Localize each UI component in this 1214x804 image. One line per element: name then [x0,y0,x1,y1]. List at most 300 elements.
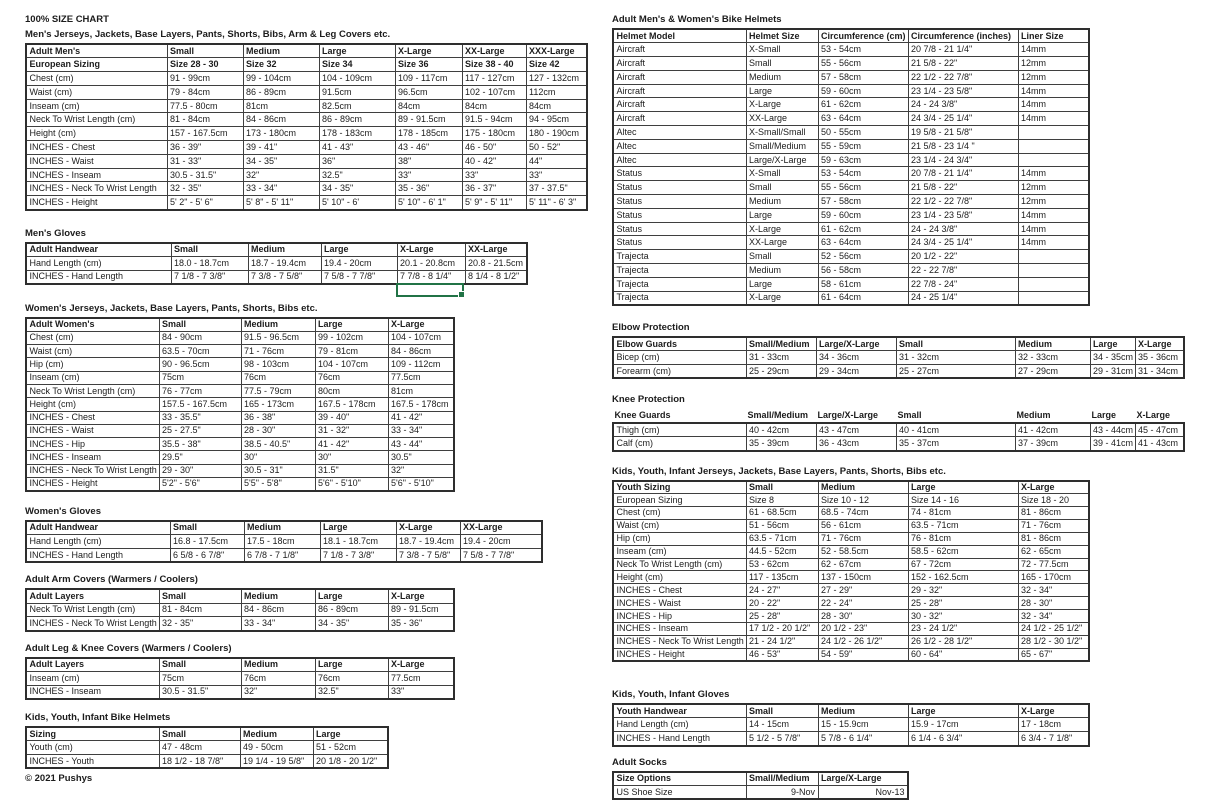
cell[interactable]: XXX-Large [526,44,587,58]
cell[interactable]: Large [746,84,818,98]
cell[interactable]: Large [908,481,1018,494]
row-label-cell[interactable]: Hand Length (cm) [26,535,170,549]
cell[interactable]: 17.5 - 18cm [244,535,320,549]
cell[interactable]: Small [746,704,818,718]
cell[interactable]: 47 - 48cm [159,741,240,755]
row-label-cell[interactable]: Adult Layers [26,589,159,603]
cell[interactable]: 76cm [241,371,315,384]
cell[interactable]: 71 - 76cm [818,532,908,545]
cell[interactable]: 5' 10" - 6' 1" [395,196,462,210]
cell[interactable]: 24 3/4 - 25 1/4" [908,112,1018,126]
cell[interactable]: 43 - 44cm [1090,423,1135,437]
cell[interactable]: 23 1/4 - 23 5/8" [908,208,1018,222]
row-label-cell[interactable]: Neck To Wrist Length (cm) [26,384,159,397]
cell[interactable]: 24 - 24 3/8" [908,98,1018,112]
row-label-cell[interactable]: Youth Sizing [613,481,746,494]
cell[interactable]: Medium [243,44,319,58]
cell[interactable]: 72 - 77.5cm [1018,558,1089,571]
cell[interactable]: 173 - 180cm [243,127,319,141]
cell[interactable]: 22 1/2 - 22 7/8" [908,195,1018,209]
row-label-cell[interactable]: INCHES - Height [26,196,167,210]
cell[interactable]: 21 5/8 - 23 1/4 " [908,139,1018,153]
cell[interactable]: Large [315,658,388,672]
cell[interactable]: 81 - 86cm [1018,532,1089,545]
cell[interactable]: Medium [241,658,315,672]
cell[interactable]: 79 - 84cm [167,85,243,99]
cell[interactable]: 84cm [395,99,462,113]
cell[interactable]: Small [746,57,818,71]
row-label-cell[interactable]: Status [613,222,746,236]
row-label-cell[interactable]: Aircraft [613,43,746,57]
cell[interactable]: 20 7/8 - 21 1/4" [908,43,1018,57]
cell[interactable]: 33" [388,685,454,699]
row-label-cell[interactable]: INCHES - Hip [613,610,746,623]
cell[interactable]: 79 - 81cm [315,345,388,358]
cell[interactable]: 23 1/4 - 23 5/8" [908,84,1018,98]
cell[interactable]: Large [746,277,818,291]
cell[interactable]: 62 - 65cm [1018,545,1089,558]
cell[interactable]: 41 - 42" [388,411,454,424]
cell[interactable]: Small [159,589,241,603]
cell[interactable]: 19.4 - 20cm [321,256,397,270]
cell[interactable]: 36" [319,154,395,168]
cell[interactable]: 17 - 18cm [1018,718,1089,732]
cell[interactable]: 63.5 - 71cm [908,519,1018,532]
cell[interactable]: 38" [395,154,462,168]
cell[interactable]: 84 - 86cm [243,113,319,127]
cell[interactable]: 5' 8" - 5' 11" [243,196,319,210]
cell[interactable]: 30.5 - 31" [241,464,315,477]
row-label-cell[interactable]: INCHES - Chest [26,411,159,424]
cell[interactable]: 20 1/8 - 20 1/2" [313,755,388,769]
cell[interactable]: Small/Medium [746,139,818,153]
cell[interactable]: Large [908,704,1018,718]
row-label-cell[interactable]: Altec [613,153,746,167]
cell[interactable]: 5' 2" - 5' 6" [167,196,243,210]
cell[interactable]: 28 - 30" [818,610,908,623]
cell[interactable]: 6 3/4 - 7 1/8" [1018,732,1089,746]
row-label-cell[interactable]: US Shoe Size [613,785,746,799]
row-label-cell[interactable]: European Sizing [613,494,746,507]
row-label-cell[interactable]: Adult Men's [26,44,167,58]
row-label-cell[interactable]: Altec [613,139,746,153]
cell[interactable]: 41 - 42cm [1015,423,1090,437]
cell[interactable]: Size 18 - 20 [1018,494,1089,507]
cell[interactable]: Small [746,481,818,494]
cell[interactable]: Large [315,318,388,331]
cell[interactable]: Medium [746,264,818,278]
cell[interactable]: Large [313,727,388,741]
cell[interactable]: 68.5 - 74cm [818,507,908,520]
cell[interactable]: 63 - 64cm [818,112,908,126]
cell[interactable]: 53 - 54cm [818,43,908,57]
cell[interactable]: Large [1090,337,1135,351]
cell[interactable]: 57 - 58cm [818,195,908,209]
row-label-cell[interactable]: Height (cm) [26,127,167,141]
cell[interactable]: Medium [240,727,313,741]
cell[interactable] [1018,126,1089,140]
cell[interactable]: 178 - 183cm [319,127,395,141]
cell[interactable]: 75cm [159,671,241,685]
row-label-cell[interactable]: Calf (cm) [613,437,746,451]
cell[interactable]: 24 - 27" [746,584,818,597]
cell[interactable]: 39 - 40" [315,411,388,424]
cell[interactable]: X-Large [746,222,818,236]
cell[interactable]: 8 1/4 - 8 1/2" [465,270,527,284]
cell[interactable]: 20.8 - 21.5cm [465,256,527,270]
cell[interactable]: 37 - 37.5" [526,182,587,196]
row-label-cell[interactable]: Status [613,208,746,222]
row-label-cell[interactable]: Trajecta [613,277,746,291]
row-label-cell[interactable]: Status [613,167,746,181]
cell[interactable]: 18.0 - 18.7cm [171,256,248,270]
cell[interactable]: Small [167,44,243,58]
cell[interactable]: Small [159,318,241,331]
cell[interactable]: 81cm [388,384,454,397]
cell[interactable]: 56 - 58cm [818,264,908,278]
row-label-cell[interactable]: Sizing [26,727,159,741]
cell[interactable] [1018,291,1089,305]
cell[interactable]: 34 - 35" [243,154,319,168]
row-label-cell[interactable]: Inseam (cm) [26,99,167,113]
row-label-cell[interactable]: Trajecta [613,291,746,305]
cell[interactable] [1018,153,1089,167]
cell[interactable]: 36 - 38" [241,411,315,424]
cell[interactable]: Small [170,521,244,535]
cell[interactable]: 81 - 84cm [159,603,241,617]
cell[interactable]: 7 1/8 - 7 3/8" [171,270,248,284]
cell[interactable]: 33" [462,168,526,182]
cell[interactable]: 7 3/8 - 7 5/8" [248,270,321,284]
cell[interactable]: 5 7/8 - 6 1/4" [818,732,908,746]
cell[interactable]: 20 1/2 - 22" [908,250,1018,264]
row-label-cell[interactable]: INCHES - Inseam [26,168,167,182]
cell[interactable]: Medium [1015,337,1090,351]
cell[interactable]: 46 - 50" [462,141,526,155]
cell[interactable]: XX-Large [746,112,818,126]
cell[interactable]: 25 - 27.5" [159,424,241,437]
row-label-cell[interactable]: Trajecta [613,250,746,264]
cell[interactable]: 5' 9" - 5' 11" [462,196,526,210]
cell[interactable]: X-Large [1018,704,1089,718]
cell[interactable]: 25 - 28" [908,597,1018,610]
cell[interactable]: 32.5" [319,168,395,182]
cell[interactable]: 17 1/2 - 20 1/2" [746,623,818,636]
cell[interactable]: 81 - 84cm [167,113,243,127]
cell[interactable]: 24 1/2 - 26 1/2" [818,635,908,648]
cell[interactable]: 104 - 107cm [315,358,388,371]
cell[interactable]: 24 1/2 - 25 1/2" [1018,623,1089,636]
row-label-cell[interactable]: Size Options [613,772,746,786]
cell[interactable]: Medium [818,481,908,494]
cell[interactable]: 32 - 35" [167,182,243,196]
cell[interactable]: 16.8 - 17.5cm [170,535,244,549]
cell[interactable]: 61 - 64cm [818,291,908,305]
cell[interactable]: 34 - 36cm [816,351,896,365]
cell[interactable]: 28 - 30" [1018,597,1089,610]
cell[interactable]: 32 - 34" [1018,584,1089,597]
cell[interactable]: 30.5 - 31.5" [167,168,243,182]
row-label-cell[interactable]: Chest (cm) [26,72,167,86]
cell[interactable]: 61 - 62cm [818,98,908,112]
row-label-cell[interactable]: Bicep (cm) [613,351,746,365]
cell[interactable]: 53 - 62cm [746,558,818,571]
cell[interactable]: 76cm [315,371,388,384]
cell[interactable]: 14mm [1018,43,1089,57]
cell[interactable]: 31 - 34cm [1135,365,1184,379]
cell[interactable]: 18 1/2 - 18 7/8" [159,755,240,769]
cell[interactable]: Large [321,243,397,257]
cell[interactable]: 90 - 96.5cm [159,358,241,371]
cell[interactable]: 32" [241,685,315,699]
cell[interactable]: Large [315,589,388,603]
cell[interactable]: 34 - 35" [319,182,395,196]
cell[interactable]: Size 28 - 30 [167,58,243,72]
cell[interactable]: Size 42 [526,58,587,72]
cell[interactable]: 91.5 - 96.5cm [241,331,315,344]
cell[interactable]: Small/Medium [747,409,809,420]
row-label-cell[interactable]: Adult Women's [26,318,159,331]
cell[interactable]: 84cm [526,99,587,113]
cell[interactable]: 56 - 61cm [818,519,908,532]
cell[interactable]: 19 5/8 - 21 5/8" [908,126,1018,140]
cell[interactable]: 34 - 35" [315,617,388,631]
cell[interactable]: 9-Nov [746,785,818,799]
cell[interactable]: Large/X-Large [817,409,879,420]
cell[interactable]: 71 - 76cm [241,345,315,358]
cell[interactable]: X-Large [388,589,454,603]
cell[interactable]: Nov-13 [818,785,908,799]
cell[interactable]: 5'5" - 5'8" [241,478,315,491]
cell[interactable]: 80cm [315,384,388,397]
cell[interactable]: 23 - 24 1/2" [908,623,1018,636]
cell[interactable]: 45 - 47cm [1135,423,1184,437]
cell[interactable]: 43 - 44" [388,438,454,451]
cell[interactable]: 59 - 60cm [818,208,908,222]
cell[interactable]: 51 - 52cm [313,741,388,755]
cell[interactable]: 28 - 30" [241,424,315,437]
cell[interactable]: X-Small [746,167,818,181]
cell[interactable]: 6 1/4 - 6 3/4" [908,732,1018,746]
row-label-cell[interactable]: Aircraft [613,70,746,84]
cell[interactable] [1018,277,1089,291]
cell[interactable]: 5'6" - 5'10" [388,478,454,491]
cell[interactable]: 44" [526,154,587,168]
row-label-cell[interactable]: Inseam (cm) [26,671,159,685]
selected-cell[interactable] [396,283,464,297]
cell[interactable]: Circumference (inches) [908,29,1018,43]
cell[interactable]: 59 - 63cm [818,153,908,167]
cell[interactable]: 32 - 34" [1018,610,1089,623]
cell[interactable]: 14mm [1018,112,1089,126]
cell[interactable]: 12mm [1018,195,1089,209]
cell[interactable]: X-Large [388,658,454,672]
cell[interactable]: Large [319,44,395,58]
cell[interactable]: 165 - 170cm [1018,571,1089,584]
cell[interactable]: 117 - 127cm [462,72,526,86]
cell[interactable]: 14 - 15cm [746,718,818,732]
cell[interactable]: 49 - 50cm [240,741,313,755]
cell[interactable]: 86 - 89cm [319,113,395,127]
cell[interactable]: X-Large [746,98,818,112]
cell[interactable]: 25 - 28" [746,610,818,623]
row-label-cell[interactable]: INCHES - Waist [26,154,167,168]
row-label-cell[interactable]: Helmet Model [613,29,746,43]
cell[interactable] [1018,264,1089,278]
cell[interactable]: 18.7 - 19.4cm [248,256,321,270]
cell[interactable]: 18.1 - 18.7cm [320,535,396,549]
row-label-cell[interactable]: Aircraft [613,112,746,126]
cell[interactable]: 167.5 - 178cm [315,398,388,411]
row-label-cell[interactable]: Youth Handwear [613,704,746,718]
cell[interactable]: Small/Medium [746,337,816,351]
cell[interactable]: 7 3/8 - 7 5/8" [396,548,460,562]
row-label-cell[interactable]: Height (cm) [613,571,746,584]
cell[interactable]: 33 - 34" [241,617,315,631]
cell[interactable]: 14mm [1018,167,1089,181]
cell[interactable]: 22 - 24" [818,597,908,610]
cell[interactable]: 29 - 31cm [1090,365,1135,379]
row-label-cell[interactable]: Aircraft [613,98,746,112]
row-label-cell[interactable]: Adult Handwear [26,521,170,535]
cell[interactable]: 77.5 - 80cm [167,99,243,113]
cell[interactable]: Large [320,521,396,535]
cell[interactable]: 74 - 81cm [908,507,1018,520]
cell[interactable]: 31 - 32cm [896,351,1015,365]
cell[interactable]: 36 - 43cm [816,437,896,451]
cell[interactable]: Size 34 [319,58,395,72]
row-label-cell[interactable]: INCHES - Inseam [26,685,159,699]
cell[interactable]: 32.5" [315,685,388,699]
cell[interactable]: 5'6" - 5'10" [315,478,388,491]
cell[interactable]: 175 - 180cm [462,127,526,141]
row-label-cell[interactable]: Hand Length (cm) [613,718,746,732]
cell[interactable]: 40 - 42cm [746,423,816,437]
cell[interactable]: 55 - 56cm [818,181,908,195]
cell[interactable]: 36 - 39" [167,141,243,155]
cell[interactable]: 84cm [462,99,526,113]
cell[interactable]: 36 - 37" [462,182,526,196]
cell[interactable]: X-Large [1135,337,1184,351]
row-label-cell[interactable]: Neck To Wrist Length (cm) [613,558,746,571]
cell[interactable]: Small [896,337,1015,351]
cell[interactable]: 30.5 - 31.5" [159,685,241,699]
cell[interactable]: X-Large [746,291,818,305]
cell[interactable]: 63.5 - 71cm [746,532,818,545]
cell[interactable]: 35 - 37cm [896,437,1015,451]
cell[interactable]: 82.5cm [319,99,395,113]
cell[interactable]: 19.4 - 20cm [460,535,542,549]
cell[interactable]: 63.5 - 70cm [159,345,241,358]
cell[interactable]: XX-Large [746,236,818,250]
cell[interactable]: 35 - 36" [395,182,462,196]
cell[interactable]: 33" [526,168,587,182]
row-label-cell[interactable]: INCHES - Neck To Wrist Length [26,617,159,631]
cell[interactable]: 27 - 29cm [1015,365,1090,379]
cell[interactable]: 84 - 86cm [388,345,454,358]
cell[interactable]: 77.5cm [388,371,454,384]
row-label-cell[interactable]: Waist (cm) [613,519,746,532]
row-label-cell[interactable]: Hand Length (cm) [26,256,171,270]
cell[interactable]: 30.5" [388,451,454,464]
cell[interactable]: 32 - 33cm [1015,351,1090,365]
cell[interactable]: 180 - 190cm [526,127,587,141]
cell[interactable]: 15.9 - 17cm [908,718,1018,732]
cell[interactable]: 76 - 77cm [159,384,241,397]
row-label-cell[interactable]: INCHES - Height [26,478,159,491]
cell[interactable]: 29 - 34cm [816,365,896,379]
row-label-cell[interactable]: INCHES - Hip [26,438,159,451]
cell[interactable]: 81 - 86cm [1018,507,1089,520]
cell[interactable]: Liner Size [1018,29,1089,43]
cell[interactable]: 20 1/2 - 23" [818,623,908,636]
cell[interactable]: Size 32 [243,58,319,72]
cell[interactable]: X-Large [397,243,465,257]
row-label-cell[interactable]: INCHES - Inseam [26,451,159,464]
cell[interactable]: 99 - 104cm [243,72,319,86]
cell[interactable]: 67 - 72cm [908,558,1018,571]
cell[interactable]: Small [159,727,240,741]
row-label-cell[interactable]: INCHES - Chest [613,584,746,597]
cell[interactable]: 152 - 162.5cm [908,571,1018,584]
cell[interactable]: 7 1/8 - 7 3/8" [320,548,396,562]
cell[interactable]: 5 1/2 - 5 7/8" [746,732,818,746]
cell[interactable]: Medium [746,195,818,209]
cell[interactable]: X-Large [388,318,454,331]
cell[interactable]: 12mm [1018,57,1089,71]
cell[interactable]: Medium [241,589,315,603]
cell[interactable]: 89 - 91.5cm [395,113,462,127]
cell[interactable]: 29.5" [159,451,241,464]
cell[interactable]: Large [746,208,818,222]
cell[interactable]: 31 - 32" [315,424,388,437]
cell[interactable]: 41 - 43" [319,141,395,155]
cell[interactable] [1018,139,1089,153]
cell[interactable]: 58 - 61cm [818,277,908,291]
cell[interactable]: Helmet Size [746,29,818,43]
cell[interactable]: X-Large [1018,481,1089,494]
row-label-cell[interactable]: Waist (cm) [26,85,167,99]
cell[interactable]: 31 - 33" [167,154,243,168]
cell[interactable] [1018,250,1089,264]
cell[interactable]: 137 - 150cm [818,571,908,584]
cell[interactable]: 28 1/2 - 30 1/2" [1018,635,1089,648]
cell[interactable]: 31 - 33cm [746,351,816,365]
cell[interactable]: 33 - 35.5" [159,411,241,424]
cell[interactable]: Medium [244,521,320,535]
cell[interactable]: Large/X-Large [818,772,908,786]
cell[interactable]: Small [746,181,818,195]
row-label-cell[interactable]: Hip (cm) [613,532,746,545]
cell[interactable]: Small [897,409,922,420]
row-label-cell[interactable]: Status [613,195,746,209]
cell[interactable]: 98 - 103cm [241,358,315,371]
cell[interactable]: 75cm [159,371,241,384]
row-label-cell[interactable]: Status [613,236,746,250]
cell[interactable]: 61 - 62cm [818,222,908,236]
cell[interactable]: 25 - 27cm [896,365,1015,379]
row-label-cell[interactable]: European Sizing [26,58,167,72]
fill-handle[interactable] [458,291,465,298]
cell[interactable]: 112cm [526,85,587,99]
cell[interactable]: 26 1/2 - 28 1/2" [908,635,1018,648]
cell[interactable]: 7 7/8 - 8 1/4" [397,270,465,284]
cell[interactable]: Size 8 [746,494,818,507]
cell[interactable]: Small [159,658,241,672]
row-label-cell[interactable]: INCHES - Hand Length [26,548,170,562]
cell[interactable]: 59 - 60cm [818,84,908,98]
cell[interactable]: 91.5cm [319,85,395,99]
